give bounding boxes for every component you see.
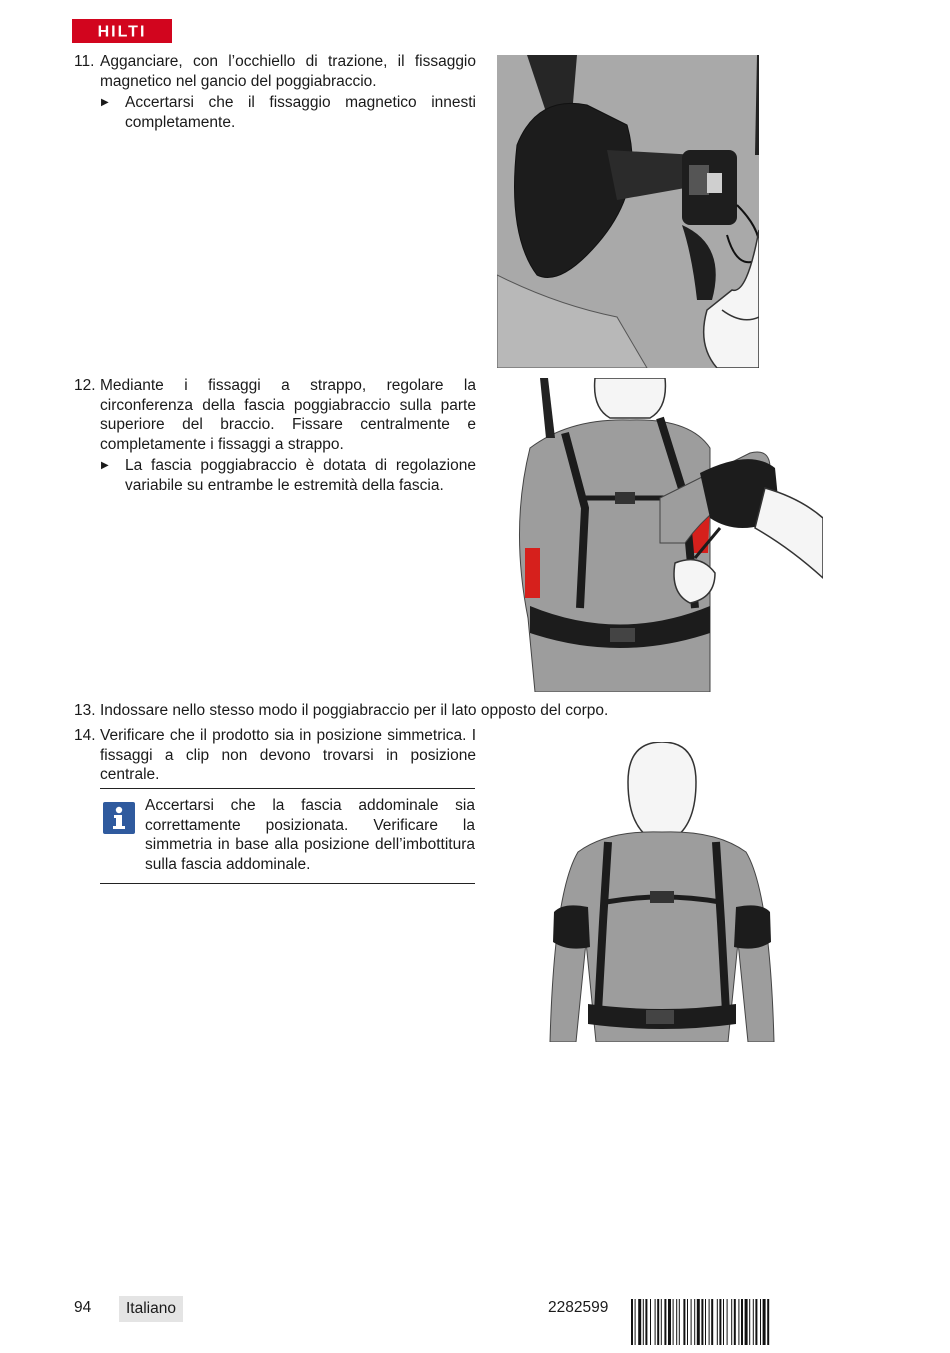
- document-code: 2282599: [548, 1299, 609, 1316]
- step-number: 11.: [74, 53, 95, 70]
- step-result-text: Accertarsi che il fissaggio magnetico innesti completamente.: [125, 94, 476, 131]
- figure-symmetry-front: [548, 742, 776, 1042]
- step-number: 13.: [74, 702, 96, 719]
- step-14: [74, 726, 476, 785]
- hilti-logo: [72, 19, 172, 43]
- step-number: 14.: [74, 727, 96, 744]
- triangle-bullet-icon: ▶: [101, 460, 109, 471]
- step-result: [101, 93, 476, 132]
- logo-text: HILTI: [97, 23, 147, 41]
- figure-magnetic-clasp: [497, 55, 759, 368]
- step-11: [74, 52, 476, 132]
- step-result-text: La fascia poggiabraccio è dotata di regolazione variabile su entrambe le estremità della fascia.: [125, 457, 476, 494]
- page-number: 94: [74, 1299, 92, 1316]
- step-text: Verificare che il prodotto sia in posizione simmetrica. I fissaggi a clip non devono trovarsi in posizione centrale.: [100, 727, 476, 783]
- step-text: Mediante i fissaggi a strappo, regolare la circonferenza della fascia poggiabraccio sulla parte superiore del braccio. Fissare centralmente e completamente i fissaggi a strappo.: [100, 377, 476, 453]
- step-text: Indossare nello stesso modo il poggiabraccio per il lato opposto del corpo.: [100, 702, 609, 719]
- barcode-graphic: [631, 1299, 841, 1345]
- figure-arm-strap-adjust: [510, 378, 823, 692]
- step-number: 12.: [74, 377, 96, 394]
- triangle-bullet-icon: ▶: [101, 97, 109, 108]
- step-result: [101, 456, 476, 495]
- step-12: [74, 376, 476, 495]
- info-note-text: Accertarsi che la fascia addominale sia correttamente posizionata. Verificare la simmetria in base alla posizione dell’imbottitura sulla fascia addominale.: [145, 797, 475, 873]
- info-icon: [103, 802, 135, 834]
- info-note: [100, 788, 475, 884]
- language-label: Italiano: [119, 1296, 183, 1322]
- step-13: [74, 701, 674, 721]
- step-text: Agganciare, con l’occhiello di trazione, il fissaggio magnetico nel gancio del poggiabraccio.: [100, 53, 476, 90]
